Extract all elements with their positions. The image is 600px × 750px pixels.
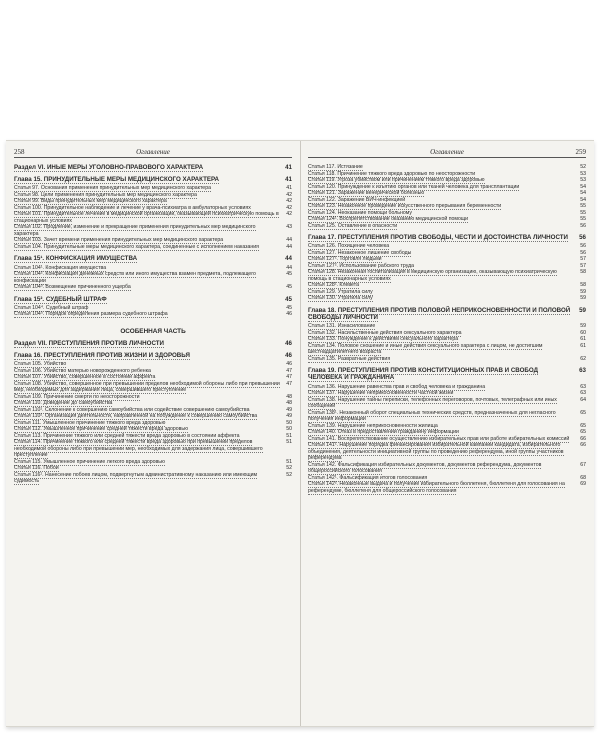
- toc-chapter-entry: [308, 307, 586, 321]
- toc-entry-title: Глава 15². СУДЕБНЫЙ ШТРАФ: [14, 295, 107, 303]
- toc-page-number: 59: [580, 323, 586, 330]
- toc-chapter-entry: [14, 352, 292, 359]
- toc-page-number: 44: [285, 255, 292, 263]
- toc-page-number: 53: [580, 177, 586, 183]
- toc-article-entry: [14, 284, 292, 291]
- toc-section-entry: [14, 340, 292, 347]
- toc-entry-title: Статья 125. Оставление в опасности: [308, 222, 398, 229]
- toc-page-number: 58: [580, 269, 586, 276]
- toc-page-number: 62: [580, 355, 586, 362]
- toc-article-entry: [308, 442, 586, 462]
- toc-article-entry: [14, 381, 292, 394]
- toc-entry-title: Статья 132. Насильственные действия сексуального характера: [308, 329, 462, 336]
- toc-entry-title: Статья 105. Убийство: [14, 361, 67, 368]
- toc-entry-title: Статья 123. Незаконное проведение искусственного прерывания беременности: [308, 203, 502, 209]
- toc-page-number: 42: [286, 191, 292, 198]
- toc-entry-title: Статья 122. Заражение ВИЧ-инфекцией: [308, 196, 406, 203]
- left-running-title: Оглавление: [136, 148, 170, 156]
- toc-page-number: 60: [580, 329, 586, 336]
- toc-section-entry: [14, 164, 292, 171]
- toc-entry-title: Глава 15. ПРИНУДИТЕЛЬНЫЕ МЕРЫ МЕДИЦИНСКОГО ХАРАКТЕРА: [14, 176, 220, 184]
- toc-entry-title: Статья 131. Изнасилование: [308, 323, 376, 330]
- toc-article-entry: [308, 462, 586, 475]
- toc-article-entry: [308, 481, 586, 494]
- toc-entry-title: Статья 111. Умышленное причинение тяжкого вреда здоровью: [14, 419, 166, 426]
- toc-page-number: 42: [286, 211, 292, 218]
- toc-article-entry: [308, 410, 586, 423]
- toc-page-number: 52: [286, 471, 292, 478]
- toc-entry-title: Раздел VII. ПРЕСТУПЛЕНИЯ ПРОТИВ ЛИЧНОСТИ: [14, 339, 164, 347]
- toc-entry-title: Статья 134. Половое сношение и иные действия сексуального характера с лицом, не достигшим шестнадцатилетнего возраста: [308, 342, 543, 356]
- toc-entry-title: Раздел VI. ИНЫЕ МЕРЫ УГОЛОВНО-ПРАВОВОГО ХАРАКТЕРА: [14, 164, 204, 171]
- toc-entry-title: Статья 121. Заражение венерической болезнью: [308, 190, 425, 196]
- toc-entry-title: Статья 103. Зачет времени применения принудительных мер медицинского характера: [14, 237, 224, 244]
- toc-page-number: 63: [580, 383, 586, 390]
- page-gutter: [300, 141, 301, 726]
- toc-article-entry: [308, 295, 586, 302]
- toc-entry-title: Статья 142. Фальсификация избирательных документов, документов референдума, документов общероссийского голосования: [308, 461, 542, 475]
- toc-page-number: 44: [286, 237, 292, 244]
- toc-entry-title: Статья 139. Нарушение неприкосновенности жилища: [308, 422, 438, 429]
- toc-article-entry: [308, 223, 586, 230]
- toc-entry-title: Статья 142¹. Фальсификация итогов голосования: [308, 474, 428, 481]
- toc-page-number: 51: [286, 458, 292, 465]
- toc-entry-title: Статья 133. Понуждение к действиям сексуального характера: [308, 336, 459, 343]
- toc-entry-title: Статья 110¹. Склонение к совершению самоубийства или содействие совершению самоубийства: [14, 406, 250, 413]
- toc-page-number: 49: [286, 406, 292, 413]
- toc-entry-title: Статья 98. Цели применения принудительных мер медицинского характера: [14, 191, 197, 198]
- toc-page-number: 46: [285, 339, 292, 347]
- toc-entry-title: Статья 130. Утратила силу: [308, 295, 373, 302]
- toc-page-number: 55: [580, 216, 586, 222]
- toc-entry-title: Статья 128. Незаконная госпитализация в медицинскую организацию, оказывающую психиатрическую помощь в стационарных условиях: [308, 269, 557, 282]
- toc-chapter-entry: [14, 296, 292, 303]
- toc-entry-title: Статья 127¹. Торговля людьми: [308, 256, 382, 263]
- toc-entry-title: Статья 126. Похищение человека: [308, 243, 390, 250]
- toc-entry-title: Статья 110. Доведение до самоубийства: [14, 400, 113, 407]
- book-spread: [6, 140, 594, 727]
- toc-page-number: 41: [285, 164, 292, 171]
- right-page-number: 259: [575, 148, 586, 156]
- toc-page-number: 54: [580, 183, 586, 190]
- toc-page-number: 45: [285, 295, 292, 303]
- toc-article-entry: [14, 472, 292, 485]
- toc-page-number: 68: [580, 474, 586, 481]
- toc-page-number: 69: [580, 481, 586, 488]
- toc-page-number: 49: [286, 413, 292, 420]
- toc-page-number: 43: [286, 224, 292, 231]
- toc-entry-title: Статья 141. Воспрепятствование осуществлению избирательных прав или работе избирательных комиссий: [308, 435, 570, 442]
- toc-page-number: 55: [580, 209, 586, 216]
- toc-page-number: 59: [580, 295, 586, 302]
- toc-entry-title: Статья 128¹. Клевета: [308, 282, 359, 289]
- toc-page-number: 57: [580, 262, 586, 269]
- toc-page-number: 42: [286, 198, 292, 205]
- right-page: [308, 147, 586, 494]
- toc-article-entry: [308, 343, 586, 356]
- toc-entry-title: Статья 138. Нарушение тайны переписки, телефонных переговоров, почтовых, телеграфных или иных сообщений: [308, 396, 557, 410]
- toc-article-entry: [14, 224, 292, 237]
- toc-entry-title: Статья 100. Принудительное наблюдение и лечение у врача-психиатра в амбулаторных условиях: [14, 204, 251, 211]
- toc-article-entry: [308, 397, 586, 410]
- toc-page-number: 45: [286, 271, 292, 278]
- toc-page-number: 56: [580, 222, 586, 229]
- toc-entry-title: Статья 127². Использование рабского труда: [308, 262, 415, 269]
- toc-chapter-entry: [308, 367, 586, 381]
- toc-page-number: 48: [286, 393, 292, 400]
- toc-page-number: 59: [579, 306, 586, 314]
- toc-entry-title: Статья 104¹. Конфискация имущества: [14, 264, 107, 271]
- toc-page-number: 65: [580, 409, 586, 416]
- toc-entry-title: Статья 109. Причинение смерти по неосторожности: [14, 393, 140, 400]
- toc-entry-title: Глава 19. ПРЕСТУПЛЕНИЯ ПРОТИВ КОНСТИТУЦИОННЫХ ПРАВ И СВОБОД ЧЕЛОВЕКА И ГРАЖДАНИНА: [308, 367, 539, 382]
- toc-page-number: 67: [580, 461, 586, 468]
- toc-page-number: 61: [580, 336, 586, 343]
- toc-entry-title: Статья 104⁵. Порядок определения размера судебного штрафа: [14, 311, 168, 318]
- toc-entry-title: Глава 17. ПРЕСТУПЛЕНИЯ ПРОТИВ СВОБОДЫ, ЧЕСТИ И ДОСТОИНСТВА ЛИЧНОСТИ: [308, 234, 569, 241]
- left-page: [14, 147, 292, 485]
- toc-page-number: 50: [286, 426, 292, 433]
- toc-entry-title: Статья 136. Нарушение равенства прав и свобод человека и гражданина: [308, 383, 486, 390]
- toc-entry-title: Статья 112. Умышленное причинение средней тяжести вреда здоровью: [14, 426, 188, 433]
- toc-entry-title: Статья 119. Угроза убийством или причинением тяжкого вреда здоровью: [308, 177, 485, 183]
- toc-entry-title: Статья 120. Принуждение к изъятию органов или тканей человека для трансплантации: [308, 183, 520, 190]
- toc-page-number: 66: [580, 435, 586, 442]
- toc-page-number: 46: [285, 352, 292, 360]
- toc-entry-title: Статья 124. Неоказание помощи больному: [308, 209, 412, 216]
- toc-entry-title: Статья 114. Причинение тяжкого или средней тяжести вреда здоровью при превышении пределов необходимой обороны либо при превышении мер, необходимых для задержания лица, совершившего преступление: [14, 439, 263, 459]
- toc-entry-title: Статья 113. Причинение тяжкого или средней тяжести вреда здоровью в состоянии аффекта: [14, 432, 240, 439]
- toc-page-number: 44: [286, 243, 292, 250]
- toc-article-entry: [14, 271, 292, 284]
- toc-entry-title: Статья 108. Убийство, совершенное при превышении пределов необходимой обороны либо при превышении мер, необходимых для задержания лица, совершившего преступление: [14, 380, 280, 394]
- toc-page-number: 45: [286, 304, 292, 311]
- toc-entry-title: Статья 97. Основания применения принудительных мер медицинского характера: [14, 185, 211, 192]
- right-running-title: Оглавление: [430, 148, 464, 156]
- toc-page-number: 47: [286, 380, 292, 387]
- toc-page-number: 59: [580, 288, 586, 295]
- toc-page-number: 52: [286, 465, 292, 472]
- toc-article-entry: [14, 311, 292, 318]
- toc-entry-title: Статья 104⁴. Судебный штраф: [14, 304, 89, 311]
- toc-page-number: 50: [286, 419, 292, 426]
- toc-entry-title: Статья 104³. Возмещение причиненного ущерба: [14, 284, 131, 291]
- toc-page-number: 56: [580, 249, 586, 256]
- toc-entry-title: Статья 129. Утратила силу: [308, 288, 373, 295]
- toc-page-number: 52: [580, 164, 586, 170]
- toc-page-number: 56: [580, 243, 586, 250]
- toc-entry-title: Статья 106. Убийство матерью новорожденного ребенка: [14, 367, 151, 374]
- left-page-number: 258: [14, 148, 25, 156]
- right-toc-list: [308, 164, 586, 494]
- right-running-head: [308, 147, 586, 158]
- toc-article-entry: [14, 244, 292, 251]
- toc-article-entry: [14, 439, 292, 459]
- toc-page-number: 63: [580, 390, 586, 397]
- toc-article-entry: [14, 211, 292, 224]
- toc-page-number: 65: [580, 429, 586, 436]
- toc-page-number: 45: [286, 284, 292, 291]
- toc-entry-title: Статья 104². Конфискация денежных средств или иного имущества взамен предмета, подлежащего конфискации: [14, 271, 256, 284]
- part-heading: ОСОБЕННАЯ ЧАСТЬ: [120, 327, 186, 335]
- toc-page-number: 42: [286, 204, 292, 211]
- toc-page-number: 54: [580, 196, 586, 203]
- toc-page-number: 47: [286, 367, 292, 374]
- left-running-head: [14, 147, 292, 158]
- toc-page-number: 41: [286, 185, 292, 192]
- toc-chapter-entry: [14, 176, 292, 183]
- toc-entry-title: Статья 140. Отказ в предоставлении гражданину информации: [308, 429, 459, 436]
- toc-page-number: 63: [579, 367, 586, 375]
- toc-chapter-entry: [308, 234, 586, 241]
- toc-entry-title: Статья 102. Продление, изменение и прекращение применения принудительных мер медицинского характера: [14, 224, 256, 237]
- toc-entry-title: Статья 142². Незаконные выдача и получение избирательного бюллетеня, бюллетеня для голосования на референдуме, бюллетеня для общероссийского голосования: [308, 481, 565, 494]
- toc-entry-title: Статья 107. Убийство, совершенное в состоянии аффекта: [14, 374, 156, 381]
- toc-page-number: 51: [286, 439, 292, 446]
- toc-page-number: 55: [580, 203, 586, 209]
- toc-page-number: 64: [580, 396, 586, 403]
- toc-page-number: 53: [580, 170, 586, 177]
- toc-entry-title: Статья 141¹. Нарушение порядка финансирования избирательной кампании кандидата, избирательного объединения, деятельности инициативной группы по проведению референдума, иной группы участников референдума: [308, 442, 564, 462]
- left-toc-list: [14, 164, 292, 485]
- toc-page-number: 48: [286, 400, 292, 407]
- toc-page-number: 57: [580, 256, 586, 263]
- toc-page-number: 44: [286, 264, 292, 271]
- toc-entry-title: Глава 16. ПРЕСТУПЛЕНИЯ ПРОТИВ ЖИЗНИ И ЗДОРОВЬЯ: [14, 352, 190, 360]
- toc-entry-title: Статья 101. Принудительное лечение в медицинской организации, оказывающей психиатрическую помощь в стационарных условиях: [14, 211, 279, 224]
- toc-page-number: 51: [286, 432, 292, 439]
- toc-entry-title: Статья 99. Виды принудительных мер медицинского характера: [14, 198, 167, 205]
- toc-entry-title: Статья 138¹. Незаконный оборот специальных технических средств, предназначенных для негласного получения информации: [308, 409, 556, 423]
- toc-entry-title: Глава 18. ПРЕСТУПЛЕНИЯ ПРОТИВ ПОЛОВОЙ НЕПРИКОСНОВЕННОСТИ И ПОЛОВОЙ СВОБОДЫ ЛИЧНОСТИ: [308, 306, 571, 321]
- toc-entry-title: Статья 127. Незаконное лишение свободы: [308, 249, 412, 256]
- toc-entry-title: Статья 118. Причинение тяжкого вреда здоровью по неосторожности: [308, 170, 476, 177]
- toc-page-number: 41: [285, 176, 292, 184]
- toc-entry-title: Статья 116¹. Нанесение побоев лицом, подвергнутым административному наказанию или имеющим судимость: [14, 471, 258, 485]
- toc-page-number: 47: [286, 374, 292, 381]
- toc-page-number: 54: [580, 190, 586, 196]
- toc-entry-title: Статья 117. Истязание: [308, 164, 363, 170]
- toc-page-number: 46: [286, 361, 292, 368]
- toc-page-number: 58: [580, 282, 586, 289]
- toc-article-entry: [308, 356, 586, 363]
- toc-entry-title: Статья 137. Нарушение неприкосновенности частной жизни: [308, 390, 454, 397]
- toc-entry-title: Статья 104. Принудительные меры медицинского характера, соединенные с исполнением наказания: [14, 243, 259, 250]
- toc-page-number: 65: [580, 422, 586, 429]
- toc-page-number: 61: [580, 342, 586, 349]
- toc-page-number: 66: [580, 442, 586, 449]
- toc-page-number: 46: [286, 311, 292, 318]
- toc-chapter-entry: [14, 255, 292, 262]
- toc-entry-title: Статья 135. Развратные действия: [308, 355, 391, 362]
- toc-entry-title: Статья 115. Умышленное причинение легкого вреда здоровью: [14, 458, 165, 465]
- toc-entry-title: Статья 116. Побои: [14, 465, 59, 472]
- toc-entry-title: Глава 15¹. КОНФИСКАЦИЯ ИМУЩЕСТВА: [14, 255, 138, 263]
- toc-page-number: 56: [579, 234, 586, 241]
- toc-article-entry: [308, 269, 586, 282]
- toc-entry-title: Статья 110². Организация деятельности, направленной на побуждение к совершению самоубийства: [14, 413, 258, 420]
- toc-entry-title: Статья 124¹. Воспрепятствование оказанию медицинской помощи: [308, 216, 469, 222]
